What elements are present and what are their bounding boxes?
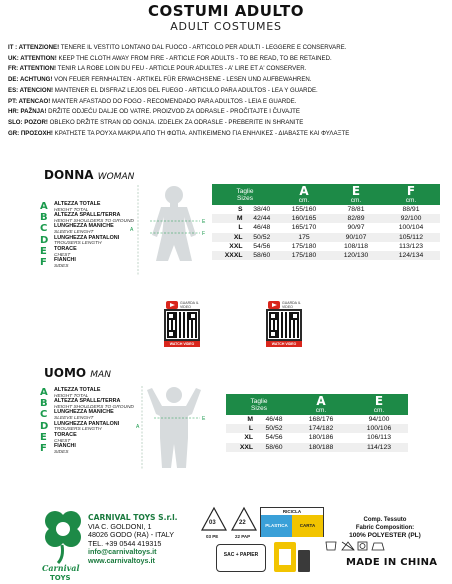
legend-item: B ALTEZZA SPALLE/TERRA HEIGHT SHOULDERS TO GROUND [40, 212, 134, 224]
company-address: CARNIVAL TOYS S.r.l. VIA C. GOLDONI, 1 48026 GODO (RA) - ITALY TEL. +39 0544 419315 info@carnivaltoys.it www.carnivaltoys.it [88, 513, 178, 565]
qr-code-video-man[interactable]: GUARDA IL VIDEO WATCH VIDEO [266, 301, 302, 347]
recycle-info-label: RICICLA PLASTICA CARTA [260, 507, 324, 537]
warning-line: PT: ATENCAO! MANTER AFASTADO DO FOGO - RECOMENDADO PARA ADULTOS - LEIA E GUARDE. [8, 97, 297, 105]
youtube-icon [268, 301, 280, 309]
svg-text:03: 03 [209, 520, 216, 526]
donna-size-table [212, 184, 440, 260]
warning-line: SLO: POZOR! OBLEKO DRŽITE STRAN OD OGNJA. IZDELEK ZA ODRASLE - PREBERITE IN SHRANITE [8, 118, 304, 126]
size-header: Taglie Sizes [226, 394, 292, 415]
table-row: XXL 54/56 175/180 108/118 113/123 [212, 242, 440, 251]
care-symbols-icon [324, 540, 388, 552]
table-row: XL 54/56 180/186 106/113 [226, 433, 408, 442]
table-row: M 46/48 168/176 94/100 [226, 415, 408, 424]
company-email[interactable]: info@carnivaltoys.it [88, 547, 157, 557]
table-row: XXXL 58/60 175/180 120/130 124/134 [212, 251, 440, 260]
warning-line: ES: ATENCION! MANTENER EL DISFRAZ LEJOS DEL FUEGO - ARTICULO PARA ADULTOS - LEA Y GUARDE. [8, 86, 318, 94]
youtube-icon [166, 301, 178, 309]
legend-item: D LUNGHEZZA PANTALONI TROUSERS LENGTH [40, 234, 120, 247]
made-in-label: MADE IN CHINA [346, 557, 438, 568]
warning-line: UK: ATTENTION! KEEP THE CLOTH AWAY FROM FIRE - ARTICLE FOR ADULTS - TO BE READ, TO BE RETAINED. [8, 54, 332, 62]
table-row: L 50/52 174/182 100/106 [226, 424, 408, 433]
svg-text:A: A [130, 227, 134, 233]
col-header-e: E cm. [330, 184, 382, 205]
table-row: XXL 58/60 180/188 114/123 [226, 443, 408, 452]
svg-text:22 PAP: 22 PAP [235, 534, 251, 539]
triman-bin-icon [272, 540, 312, 576]
table-row: S 38/40 155/160 78/81 88/91 [212, 205, 440, 214]
size-header: Taglie Sizes [212, 184, 278, 205]
svg-text:A: A [136, 424, 140, 430]
warning-line: FR: ATTENTION! TENIR LA ROBE LOIN DU FEU - ARTICLE POUR ADULTES - A' LIRE ET A' CONSERVER. [8, 65, 307, 73]
legend-item: F FIANCHI SIDES [40, 442, 76, 455]
col-header-a: A cm. [278, 184, 330, 205]
donna-section-title: DONNA WOMAN [44, 168, 135, 182]
table-row: XL 50/52 175 90/107 105/112 [212, 233, 440, 242]
svg-text:E: E [202, 219, 206, 225]
recycle-symbols-icon [200, 506, 260, 540]
svg-text:22: 22 [239, 520, 246, 526]
uomo-size-table [226, 394, 408, 452]
table-row: M 42/44 160/165 82/89 92/100 [212, 214, 440, 223]
warning-line: HR: PAŽNJA! DRŽITE ODJEĆU DALJE OD VATRE. PROIZVOD ZA ODRASLE - PROČITAJTE I ČUVAJTE [8, 108, 300, 116]
warning-line: GR: ΠΡΟΣΟΧΗ! ΚΡΑΤΗΣΤΕ ΤΑ ΡΟΥΧΑ ΜΑΚΡΙΑ ΑΠΟ ΤΗ ΦΩΤΙΑ. ΑΝΤΙΚΕΙΜΕΝΟ ΓΙΑ ΕΝΗΛΙΚΕΣ - ΔΙΑΒΑΣΤΕ ΚΑΙ ΦΥΛΑΞΤΕ [8, 129, 350, 137]
svg-text:03 PE: 03 PE [206, 534, 219, 539]
svg-text:TOYS: TOYS [50, 574, 71, 581]
warnings-list [8, 43, 448, 139]
fabric-composition: Comp. Tessuto Fabric Composition: 100% POLYESTER (PL) [349, 517, 421, 539]
company-website[interactable]: www.carnivaltoys.it [88, 555, 155, 565]
page-subtitle: ADULT COSTUMES [170, 20, 282, 33]
warning-line: DE: ACHTUNG! VON FEUER FERNHALTEN - ARTIKEL FÜR ERWACHSENE - LESEN UND AUFBEWAHREN. [8, 76, 312, 84]
legend-item: E TORACE CHEST [40, 245, 77, 258]
legend-item: B ALTEZZA SPALLE/TERRA HEIGHT SHOULDERS TO GROUND [40, 398, 134, 410]
col-header-e: E cm. [350, 394, 408, 415]
legend-item: C LUNGHEZZA MANICHE SLEEVE LENGHT [40, 409, 114, 422]
table-row: L 46/48 165/170 90/97 100/104 [212, 223, 440, 232]
logo-wordmark: Carnival [42, 563, 80, 573]
col-header-a: A cm. [292, 394, 350, 415]
legend-item: E TORACE CHEST [40, 431, 77, 444]
svg-text:F: F [202, 231, 206, 237]
uomo-section-title: UOMO MAN [44, 366, 111, 380]
man-figure-icon [136, 384, 216, 472]
woman-figure-icon [130, 183, 220, 278]
qr-code-video-woman[interactable]: GUARDA IL VIDEO WATCH VIDEO [164, 301, 200, 347]
legend-item: A ALTEZZA TOTALE HEIGHT TOTAL [40, 201, 101, 213]
triman-sac-papier-icon: SAC + PAPIER [216, 544, 266, 572]
legend-item: C LUNGHEZZA MANICHE SLEEVE LENGHT [40, 223, 114, 236]
carnival-toys-logo-icon [40, 505, 86, 581]
svg-text:E: E [202, 416, 206, 422]
page-title: COSTUMI ADULTO [147, 2, 304, 20]
warning-line: IT : ATTENZIONE! TENERE IL VESTITO LONTANO DAL FUOCO - ARTICOLO PER ADULTI - LEGGERE E CONSERVARE. [8, 44, 347, 51]
col-header-f: F cm. [382, 184, 440, 205]
legend-item: D LUNGHEZZA PANTALONI TROUSERS LENGTH [40, 420, 120, 433]
legend-item: A ALTEZZA TOTALE HEIGHT TOTAL [40, 387, 101, 399]
legend-item: F FIANCHI SIDES [40, 256, 76, 269]
